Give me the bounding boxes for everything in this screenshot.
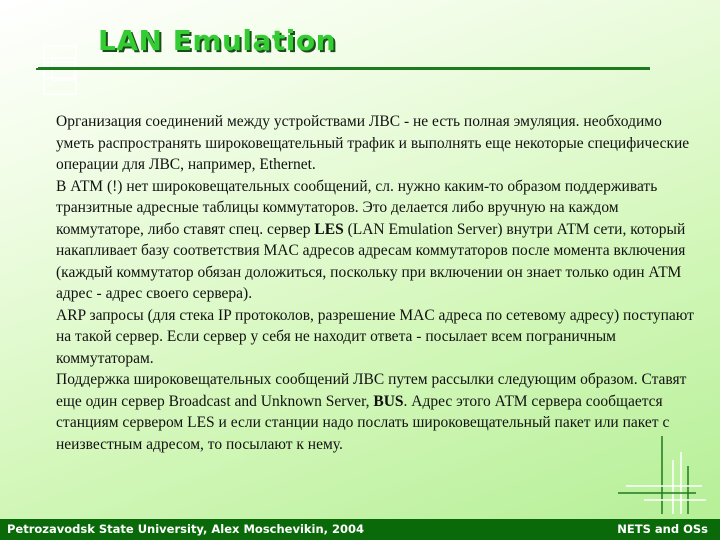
slide-title: LAN Emulation [98,24,337,57]
nested-squares-ornament [30,44,90,104]
paragraph-text: (LAN Emulation Server) внутри АТМ сети, который накапливает базу соответствия MAC адресов адресам коммутаторов после момента включения (каждый коммутатор обязан доложиться, поскольку при включении он знает только один АТМ адрес - адрес своего сервера). [56,220,686,302]
paragraph-text: Организация соединений между устройствами ЛВС - не есть полная эмуляция. необходимо уметь распространять широковещательный трафик и выполнять еще некоторые специфические операции для ЛВС, например, Ethernet. [56,113,690,173]
paragraph-text: В АТМ (!) нет широковещательных сообщений, сл. нужно каким-то образом поддерживать транзитные адресные таблицы коммутаторов. Это делается либо вручную на каждом коммутаторе, либо ставят спец. сервер [56,177,658,238]
paragraph [56,369,696,455]
slide-body [56,111,696,455]
paragraph-text: ARP запросы (для стека IP протоколов, разрешение MAC адреса по сетевому адресу) поступают на такой сервер. Если сервер у себя не находит ответа - посылает всем пограничным коммутаторам. [56,306,694,367]
les-term: LES [314,220,344,238]
paragraph [56,111,696,176]
footer-bar [0,519,720,540]
paragraph [56,176,696,305]
grid-lines-ornament [618,436,708,516]
paragraph-text: . Адрес этого АТМ сервера сообщается станциям сервером LES и если станции надо послать широковещательный пакет или пакет с неизвестным адресом, то посылают к нему. [56,392,670,453]
paragraph [56,305,696,370]
footer-credit: Petrozavodsk State University, Alex Moschevikin, 2004 [7,522,365,536]
footer-course: NETS and OSs [617,522,708,536]
bus-term: BUS [373,392,404,410]
paragraph-text: Поддержка широковещательных сообщений ЛВС путем рассылки следующим образом. Ставят еще один сервер Broadcast and Unknown Server, [56,371,687,410]
title-divider [38,67,650,70]
